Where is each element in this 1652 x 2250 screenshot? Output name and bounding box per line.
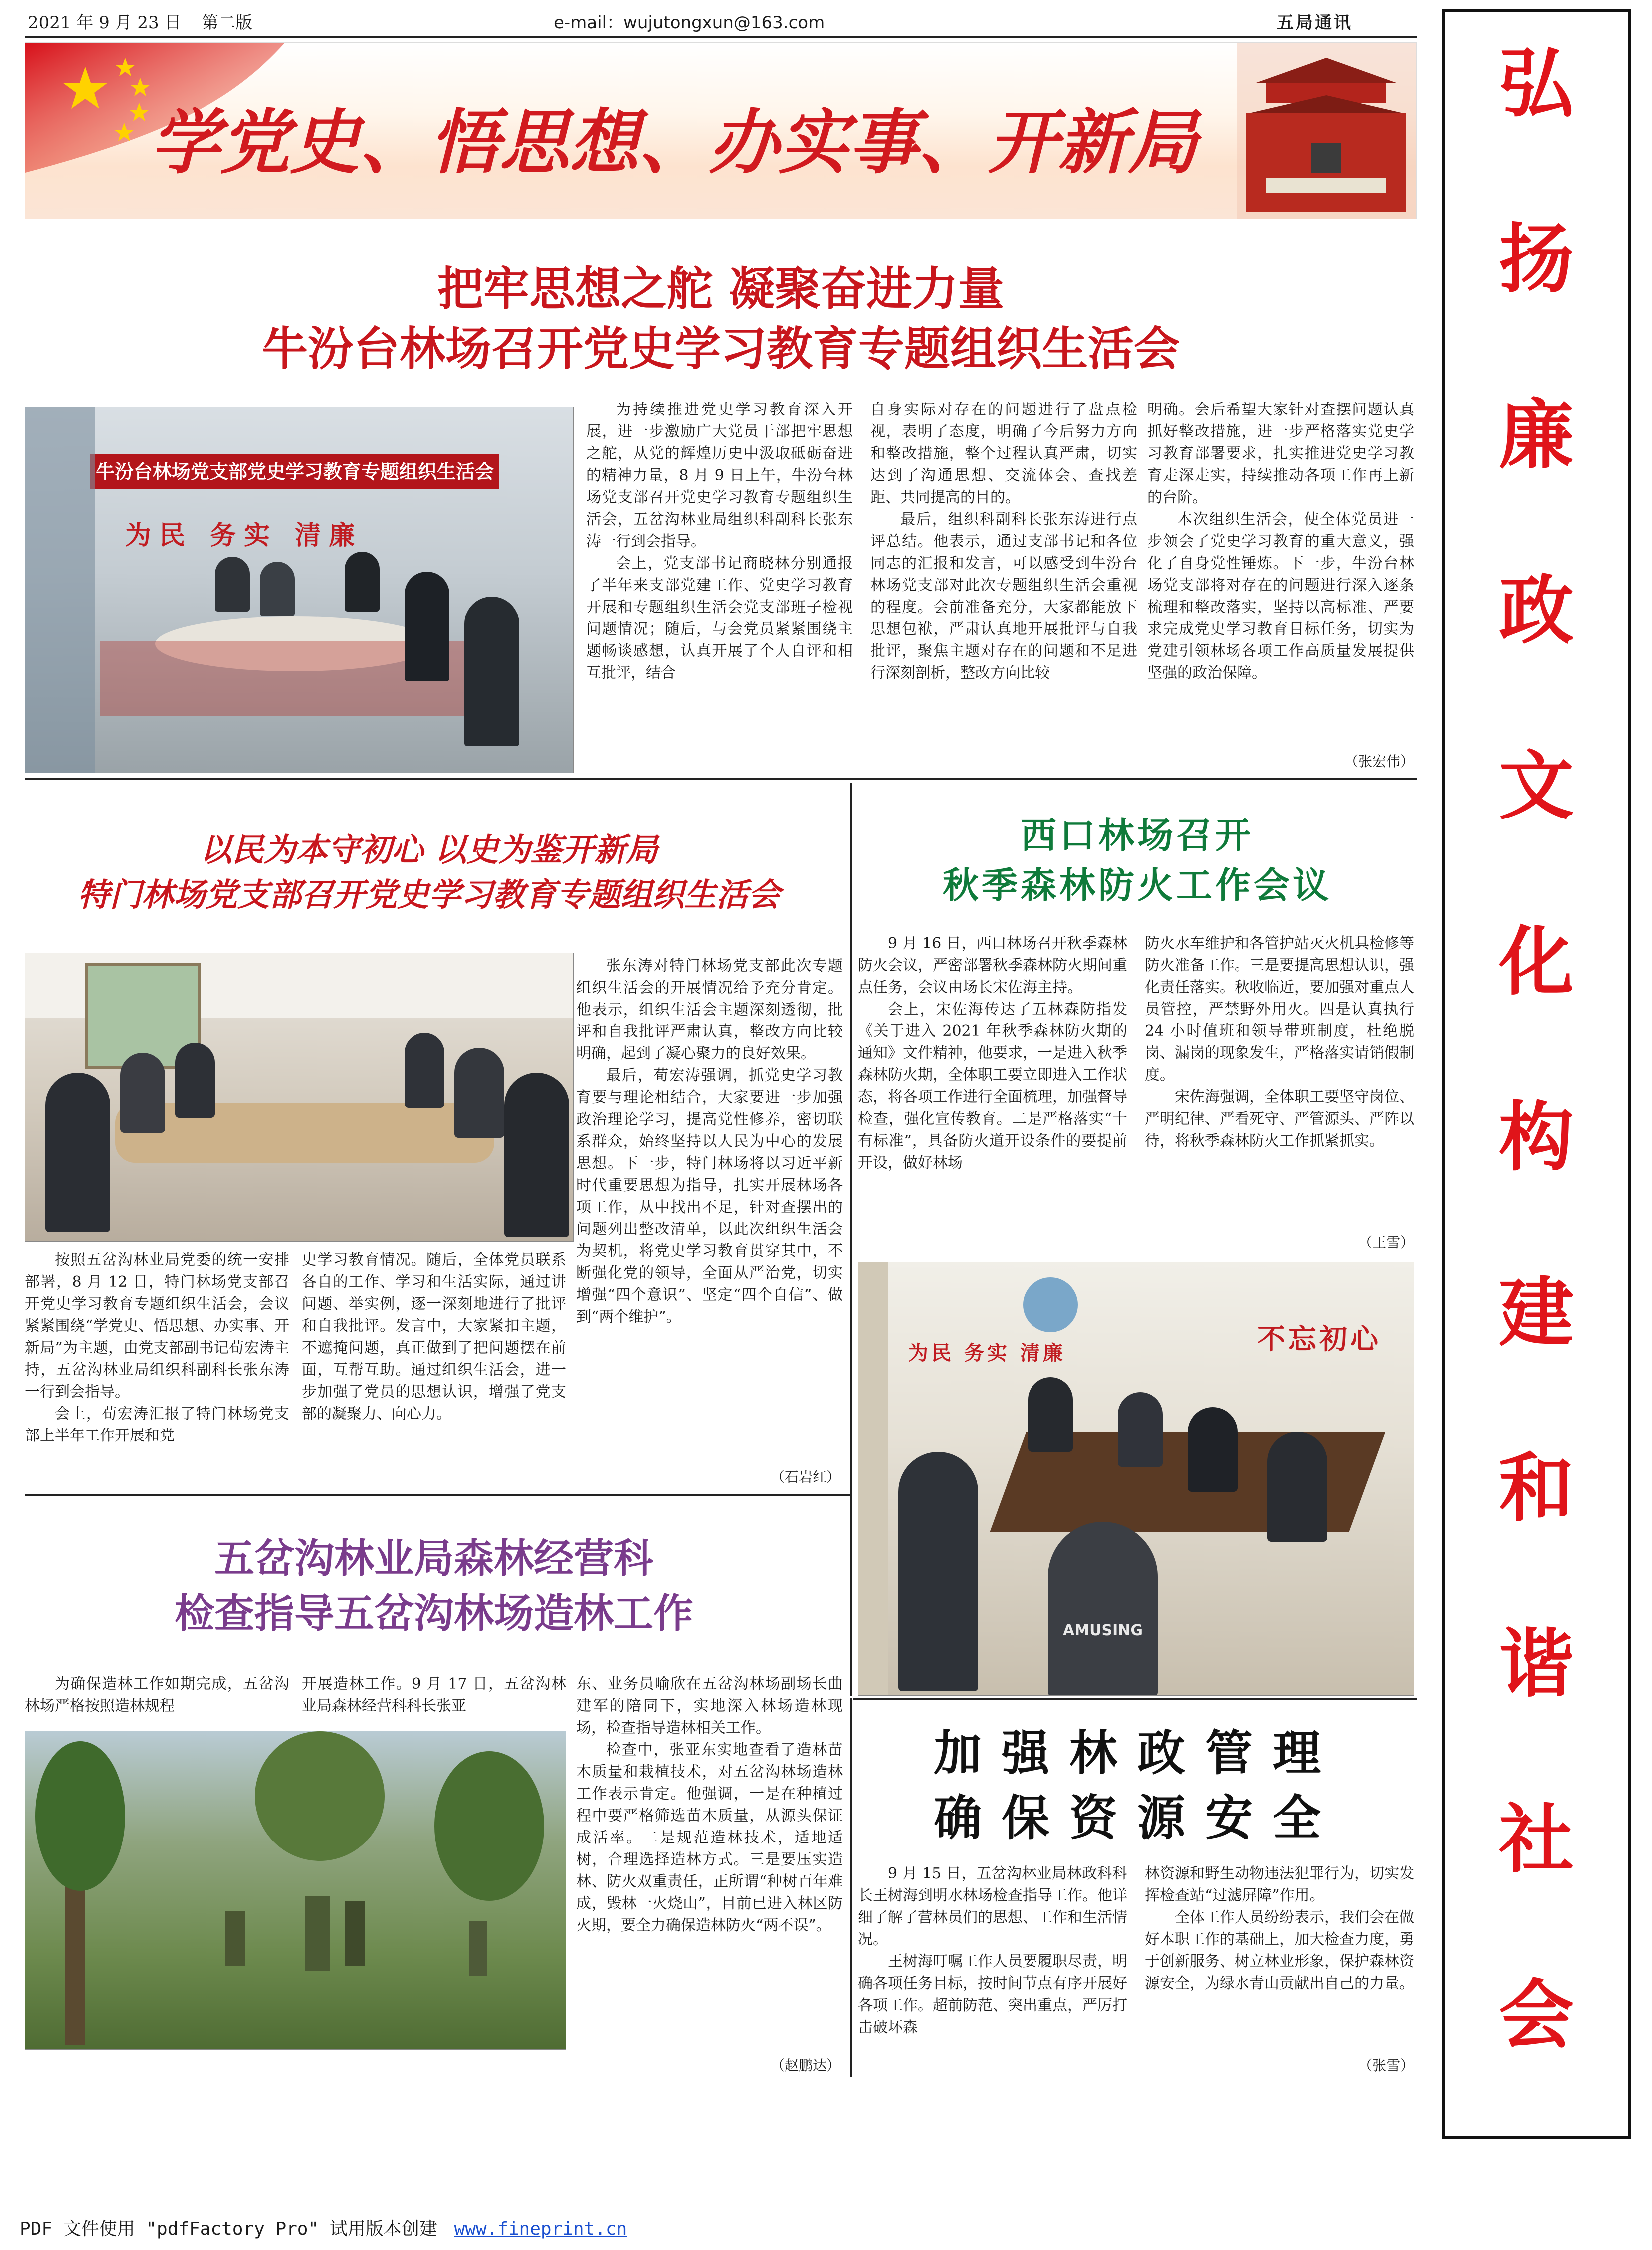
article1-title-line2: 牛汾台林场召开党史学习教育专题组织生活会 [261, 322, 1180, 376]
article5-title-line1: 加强林政管理 [934, 1725, 1341, 1781]
paragraph: 林资源和野生动物违法犯罪行为，切实发挥检查站“过滤屏障”作用。 [1145, 1865, 1414, 1904]
article4-col2-top [302, 1673, 566, 1717]
paragraph: 明确。会后希望大家针对查摆问题认真抓好整改措施，进一步严格落实党史学习教育部署要求，扎实推进党史学习教育走深走实，持续推动各项工作再上新的台阶。 [1147, 401, 1414, 506]
sidebar-char: 社 [1498, 1797, 1574, 1883]
article3-col2 [1145, 933, 1414, 1152]
paragraph: 会上，党支部书记商晓林分别通报了半年来支部党建工作、党史学习教育开展和专题组织生活会党支部班子检视问题情况；随后，与会党员紧紧围绕主题畅谈感想，认真开展了个人自评和相互批评，结合 [586, 555, 853, 682]
photo-wall-left: 为民 务实 清廉 [908, 1341, 1066, 1365]
divider-v2 [850, 1698, 852, 2077]
footer-link[interactable]: www.fineprint.cn [454, 2219, 627, 2239]
photo-wall-text: 为民 务实 清廉 [125, 520, 363, 551]
paragraph: 防火水车维护和各管护站灭火机具检修等防火准备工作。三是要提高思想认识，强化责任落实。秋收临近，要加强对重点人员管控，严禁野外用火。四是认真执行 24 小时值班和领导带班制度，杜绝脱岗、漏岗的现象发生，严格落实请销假制度。 [1145, 935, 1414, 1084]
person [345, 1901, 365, 1966]
paragraph: 会上，荀宏涛汇报了特门林场党支部上半年工作开展和党 [25, 1405, 289, 1444]
attendee [120, 1053, 165, 1133]
person [469, 1921, 487, 1976]
sidebar-slogan [1445, 42, 1628, 2058]
article5-col1 [858, 1863, 1127, 2039]
attendee [1118, 1392, 1163, 1467]
attendee [405, 1033, 444, 1108]
sidebar-char: 文 [1498, 743, 1574, 830]
paragraph: 为确保造林工作如期完成，五岔沟林场严格按照造林规程 [25, 1675, 289, 1715]
attendee [1267, 1432, 1327, 1542]
paragraph: 9 月 16 日，西口林场召开秋季森林防火会议，严密部署秋季森林防火期间重点任务，会议由场长宋佐海主持。 [858, 935, 1127, 996]
article2-photo [25, 953, 574, 1242]
article3-byline: （王雪） [1358, 1234, 1414, 1251]
article5-title [858, 1721, 1417, 1850]
sidebar-frame [1442, 9, 1631, 2139]
article1-col1 [586, 399, 853, 684]
paragraph: 王树海叮嘱工作人员要履职尽责，明确各项任务目标，按时间节点有序开展好各项工作。超前防范、突出重点，严厉打击破坏森 [858, 1953, 1127, 2036]
sidebar-char: 化 [1498, 919, 1574, 1006]
header-date [28, 9, 252, 33]
paragraph: 本次组织生活会，使全体党员进一步领会了党史学习教育的重大意义，强化了自身党性锤炼。下一步，牛汾台林场党支部将对存在的问题进行深入逐条梳理和整改落实，坚持以高标准、严要求完成党史学习教育目标任务，切实为党建引领林场各项工作高质量发展提供坚强的政治保障。 [1147, 511, 1414, 682]
banner-slogan: 学党史、悟思想、办实事、开新局 [150, 102, 1198, 184]
sidebar-char: 和 [1498, 1445, 1574, 1532]
sidebar-char: 建 [1498, 1270, 1574, 1357]
divider-v1 [850, 783, 852, 1696]
paragraph: 会上，宋佐海传达了五林森防指发《关于进入 2021 年秋季森林防火期的通知》文件精神，他要求，一是进入秋季森林防火期，全体职工要立即进入工作状态，将各项工作进行全面梳理，加强督导检查，强化宣传教育。二是严格落实“十有标准”，具备防火道开设条件的要提前开设，做好林场 [858, 1001, 1127, 1172]
attendee [215, 557, 250, 612]
tree-crown [35, 1741, 125, 1891]
paragraph: 为持续推进党史学习教育深入开展，进一步激励广大党员干部把牢思想之舵，从党的辉煌历史中汲取砥砺奋进的精神力量，8 月 9 日上午，牛汾台林场党支部召开党史学习教育专题组织生活会，五岔沟林业局组织科副科长张东涛一行到会指导。 [586, 401, 853, 550]
attendee [1048, 1522, 1158, 1696]
photo-shirt-text: AMUSING [1063, 1622, 1143, 1639]
paragraph: 张东涛对特门林场党支部此次专题组织生活会的开展情况给予充分肯定。他表示，组织生活会主题深刻透彻，批评和自我批评严肃认真，整改方向比较明确，起到了凝心聚力的良好效果。 [576, 957, 843, 1062]
divider-h3 [853, 1698, 1417, 1700]
article1-col3 [1147, 399, 1414, 684]
article4-col1-top [25, 1673, 289, 1717]
article2-byline: （石岩红） [770, 1469, 840, 1485]
person [225, 1911, 245, 1966]
sidebar-char: 谐 [1498, 1621, 1574, 1708]
article1-title-line1: 把牢思想之舵 凝聚奋进力量 [437, 262, 1005, 316]
article1-photo [25, 407, 574, 773]
person [305, 1896, 330, 1971]
wall [858, 1262, 888, 1696]
article1-byline: （张宏伟） [1344, 753, 1414, 770]
article3-title [858, 811, 1417, 910]
header-paper-name: 五局通讯 [1277, 13, 1353, 33]
attendee [45, 1073, 110, 1232]
article4-byline: （赵鹏达） [770, 2057, 840, 2074]
paragraph: 最后，荀宏涛强调，抓党史学习教育要与理论相结合，大家要进一步加强政治理论学习，提高党性修养，密切联系群众，始终坚持以人民为中心的发展思想。下一步，特门林场将以习近平新时代重要思想为指导，扎实开展林场各项工作，从中找出不足，针对查摆出的问题列出整改清单，以此次组织生活会为契机，将党史学习教育贯穿其中，不断强化党的领导，全面从严治党，切实增强“四个意识”、坚定“四个自信”、做到“两个维护”。 [576, 1067, 843, 1326]
article4-photo [25, 1731, 566, 2050]
attendee [175, 1043, 215, 1118]
issue-date: 2021 年 9 月 23 日 [28, 13, 182, 33]
article2-col-b2 [302, 1249, 566, 1425]
paragraph: 东、业务员喻欣在五岔沟林场副场长曲建军的陪同下，实地深入林场造林现场，检查指导造林相关工作。 [576, 1675, 843, 1737]
attendee [1028, 1377, 1073, 1452]
sidebar-char: 会 [1498, 1972, 1574, 2059]
article4-title-line2: 检查指导五岔沟林场造林工作 [175, 1590, 693, 1636]
attendee [464, 597, 519, 746]
article1-title [25, 259, 1417, 379]
paragraph: 开展造林工作。9 月 17 日，五岔沟林业局森林经营科科长张亚 [302, 1675, 566, 1715]
article2-col-b1 [25, 1249, 289, 1447]
edition-label: 第二版 [202, 13, 253, 33]
footer [20, 2215, 627, 2240]
tree-crown [434, 1751, 544, 1901]
article2-title [25, 828, 833, 918]
article5-byline: （张雪） [1358, 2057, 1414, 2074]
meeting-table [115, 1103, 494, 1163]
article3-photo [858, 1262, 1414, 1696]
paragraph: 史学习教育情况。随后，全体党员联系各自的工作、学习和生活实际，通过讲问题、举实例，逐一深刻地进行了批评和自我批评。发言中，大家紧扣主题，不遮掩问题，真正做到了把问题摆在前面，互帮互助。通过组织生活会，进一步加强了党员的思想认识，增强了党支部的凝聚力、向心力。 [302, 1251, 566, 1423]
paragraph: 按照五岔沟林业局党委的统一安排部署，8 月 12 日，特门林场党支部召开党史学习教育专题组织生活会，会议紧紧围绕“学党史、悟思想、办实事、开新局”为主题，由党支部副书记荀宏涛主持，五岔沟林业局组织科副科长张东涛一行到会指导。 [25, 1251, 289, 1401]
paragraph: 9 月 15 日，五岔沟林业局林政科科长王树海到明水林场检查指导工作。他详细了解了营林员们的思想、工作和生活情况。 [858, 1865, 1127, 1948]
footer-text: PDF 文件使用 "pdfFactory Pro" 试用版本创建 [20, 2219, 437, 2239]
article5-col2 [1145, 1863, 1414, 1995]
attendee [1188, 1407, 1238, 1492]
paragraph: 自身实际对存在的问题进行了盘点检视，表明了态度，明确了今后努力方向和整改措施，整个过程认真严肃，切实达到了沟通思想、交流体会、查找差距、共同提高的目的。 [870, 401, 1137, 506]
article1-col2 [870, 399, 1137, 684]
sidebar-char: 弘 [1498, 41, 1574, 128]
paragraph: 最后，组织科副科长张东涛进行点评总结。他表示，通过支部书记和各位同志的汇报和发言，可以感受到牛汾台林场党支部对此次专题组织生活会重视的程度。会前准备充分，大家都能放下思想包袱，严肃认真地开展批评与自我批评，聚焦主题对存在的问题和不足进行深刻剖析，整改方向比较 [870, 511, 1137, 682]
divider-h2 [25, 1494, 850, 1496]
paragraph: 检查中，张亚东实地查看了造林苗木质量和栽植技术，对五岔沟林场造林工作表示肯定。他强调，一是在种植过程中要严格筛选苗木质量，从源头保证成活率。二是规范造林技术，适地适树，合理选择造林方式。三是要压实造林、防火双重责任，正所谓“种树百年难成，毁林一火烧山”，目前已进入林区防火期，要全力确保造林防火“两不误”。 [576, 1741, 843, 1934]
top-banner [25, 42, 1417, 219]
sidebar-char: 廉 [1498, 392, 1574, 479]
article3-title-line2: 秋季森林防火工作会议 [942, 864, 1332, 906]
sidebar-char: 政 [1498, 568, 1574, 654]
article5-title-line2: 确保资源安全 [934, 1790, 1341, 1846]
article4-col3 [576, 1673, 843, 1937]
photo-wall-right: 不忘初心 [1257, 1323, 1381, 1356]
article2-title-line1: 以民为本守初心 以史为鉴开新局 [200, 832, 658, 869]
photo-banner-text: 牛汾台林场党支部党史学习教育专题组织生活会 [90, 454, 499, 489]
article2-title-line2: 特门林场党支部召开党史学习教育专题组织生活会 [78, 877, 780, 914]
article4-title [25, 1531, 843, 1641]
tree-crown [255, 1731, 385, 1861]
article3-title-line1: 西口林场召开 [1020, 815, 1254, 856]
paragraph: 全体工作人员纷纷表示，我们会在做好本职工作的基础上，加大检查力度，勇于创新服务、树立林业形象，保护森林资源安全，为绿水青山贡献出自己的力量。 [1145, 1909, 1414, 1992]
attendee [504, 1073, 569, 1237]
divider-h1 [25, 778, 1417, 780]
article2-col-right [576, 955, 843, 1328]
sidebar-char: 扬 [1498, 216, 1574, 303]
article3-col1 [858, 933, 1127, 1174]
tiananmen-graphic [1237, 43, 1416, 219]
attendee [345, 552, 380, 612]
header-email: e-mail：wujutongxun@163.com [554, 13, 825, 33]
attendee [454, 1048, 504, 1138]
attendee [405, 572, 449, 681]
header-rule [25, 36, 1417, 38]
sidebar-char: 构 [1498, 1094, 1574, 1181]
article4-title-line1: 五岔沟林业局森林经营科 [214, 1535, 653, 1582]
paragraph: 宋佐海强调，全体职工要坚守岗位、严明纪律、严看死守、严管源头、严阵以待，将秋季森林防火工作抓紧抓实。 [1145, 1088, 1414, 1150]
emblem [1023, 1277, 1078, 1332]
attendee [260, 562, 295, 616]
window [25, 407, 95, 773]
attendee [898, 1452, 978, 1691]
